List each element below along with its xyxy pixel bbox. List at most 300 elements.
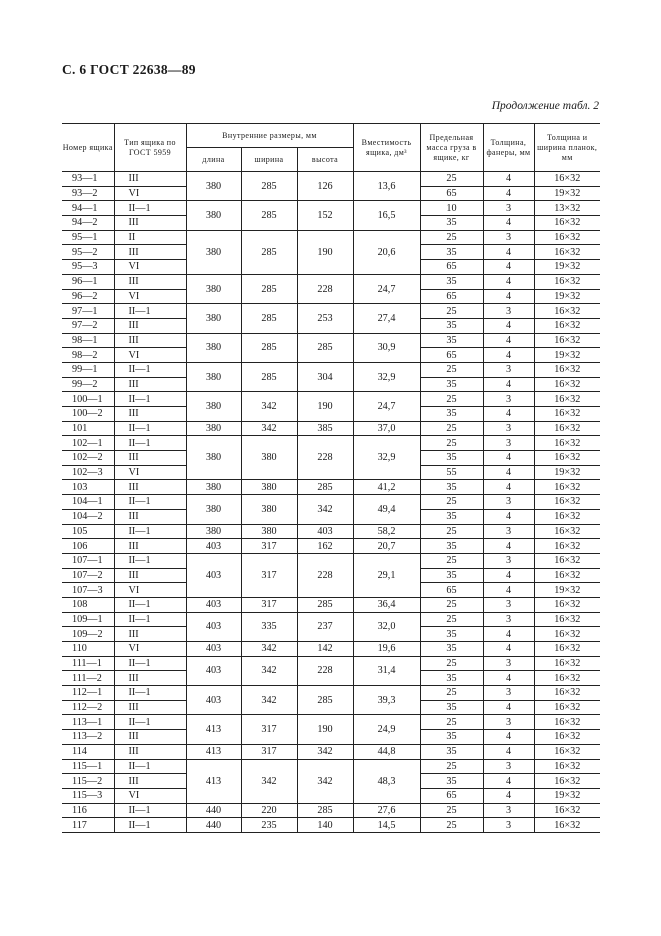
cell-max-mass: 65 <box>420 348 483 363</box>
cell-max-mass: 55 <box>420 465 483 480</box>
cell-plank-size: 16×32 <box>534 656 600 671</box>
cell-height: 342 <box>297 759 353 803</box>
cell-max-mass: 25 <box>420 524 483 539</box>
cell-capacity: 24,7 <box>353 274 420 303</box>
cell-box-type: III <box>114 730 186 745</box>
cell-box-number: 103 <box>62 480 114 495</box>
table-row <box>62 172 600 187</box>
cell-plank-size: 16×32 <box>534 495 600 510</box>
cell-box-number: 96—2 <box>62 289 114 304</box>
cell-width: 342 <box>241 656 297 685</box>
cell-plywood-thickness: 3 <box>483 524 534 539</box>
col-header-number: Номер ящика <box>62 124 114 172</box>
cell-max-mass: 35 <box>420 245 483 260</box>
cell-plank-size: 16×32 <box>534 216 600 231</box>
cell-box-number: 95—3 <box>62 260 114 275</box>
cell-box-number: 99—1 <box>62 362 114 377</box>
cell-capacity: 32,9 <box>353 436 420 480</box>
cell-plank-size: 16×32 <box>534 568 600 583</box>
cell-capacity: 32,0 <box>353 612 420 641</box>
cell-box-number: 109—2 <box>62 627 114 642</box>
cell-box-number: 100—2 <box>62 407 114 422</box>
cell-max-mass: 35 <box>420 730 483 745</box>
cell-box-number: 112—1 <box>62 686 114 701</box>
cell-capacity: 31,4 <box>353 656 420 685</box>
cell-plywood-thickness: 4 <box>483 583 534 598</box>
cell-plank-size: 16×32 <box>534 362 600 377</box>
cell-width: 220 <box>241 803 297 818</box>
cell-plywood-thickness: 3 <box>483 362 534 377</box>
cell-box-number: 105 <box>62 524 114 539</box>
cell-box-type: III <box>114 216 186 231</box>
cell-box-type: II—1 <box>114 686 186 701</box>
cell-box-type: III <box>114 451 186 466</box>
cell-capacity: 16,5 <box>353 201 420 230</box>
cell-capacity: 14,5 <box>353 818 420 833</box>
table-row <box>62 553 600 568</box>
cell-length: 403 <box>186 642 241 657</box>
table-row <box>62 333 600 348</box>
cell-width: 285 <box>241 362 297 391</box>
cell-plank-size: 19×32 <box>534 348 600 363</box>
cell-plywood-thickness: 3 <box>483 715 534 730</box>
cell-box-type: VI <box>114 289 186 304</box>
cell-length: 403 <box>186 686 241 715</box>
cell-capacity: 30,9 <box>353 333 420 362</box>
cell-plywood-thickness: 4 <box>483 700 534 715</box>
cell-plywood-thickness: 3 <box>483 656 534 671</box>
cell-max-mass: 25 <box>420 803 483 818</box>
cell-length: 413 <box>186 744 241 759</box>
cell-plywood-thickness: 4 <box>483 318 534 333</box>
cell-plank-size: 16×32 <box>534 730 600 745</box>
cell-box-number: 97—2 <box>62 318 114 333</box>
cell-box-type: II—1 <box>114 803 186 818</box>
cell-height: 385 <box>297 421 353 436</box>
cell-capacity: 44,8 <box>353 744 420 759</box>
cell-width: 317 <box>241 744 297 759</box>
cell-plank-size: 16×32 <box>534 230 600 245</box>
cell-length: 380 <box>186 495 241 524</box>
cell-plywood-thickness: 4 <box>483 465 534 480</box>
cell-max-mass: 35 <box>420 216 483 231</box>
cell-box-number: 95—2 <box>62 245 114 260</box>
cell-capacity: 48,3 <box>353 759 420 803</box>
cell-height: 162 <box>297 539 353 554</box>
cell-max-mass: 25 <box>420 612 483 627</box>
col-header-width: ширина <box>241 148 297 172</box>
cell-plank-size: 16×32 <box>534 597 600 612</box>
cell-plywood-thickness: 4 <box>483 216 534 231</box>
cell-length: 440 <box>186 818 241 833</box>
cell-box-type: III <box>114 671 186 686</box>
cell-width: 317 <box>241 539 297 554</box>
cell-box-number: 115—2 <box>62 774 114 789</box>
cell-plywood-thickness: 4 <box>483 289 534 304</box>
cell-plywood-thickness: 4 <box>483 568 534 583</box>
col-header-inner-dimensions: Внутренние размеры, мм <box>186 124 353 148</box>
table-row <box>62 362 600 377</box>
cell-width: 317 <box>241 553 297 597</box>
cell-max-mass: 35 <box>420 627 483 642</box>
cell-max-mass: 65 <box>420 260 483 275</box>
cell-height: 228 <box>297 656 353 685</box>
cell-plank-size: 16×32 <box>534 818 600 833</box>
cell-max-mass: 35 <box>420 451 483 466</box>
cell-width: 342 <box>241 642 297 657</box>
cell-plank-size: 16×32 <box>534 803 600 818</box>
cell-box-number: 102—3 <box>62 465 114 480</box>
cell-box-number: 116 <box>62 803 114 818</box>
cell-height: 253 <box>297 304 353 333</box>
cell-plank-size: 16×32 <box>534 759 600 774</box>
cell-box-type: III <box>114 172 186 187</box>
cell-box-type: III <box>114 274 186 289</box>
cell-plank-size: 16×32 <box>534 245 600 260</box>
cell-width: 380 <box>241 436 297 480</box>
cell-box-type: II—1 <box>114 597 186 612</box>
table-row <box>62 539 600 554</box>
cell-height: 190 <box>297 392 353 421</box>
cell-height: 285 <box>297 803 353 818</box>
cell-length: 380 <box>186 480 241 495</box>
cell-box-number: 115—1 <box>62 759 114 774</box>
cell-max-mass: 25 <box>420 597 483 612</box>
cell-max-mass: 25 <box>420 362 483 377</box>
cell-max-mass: 35 <box>420 642 483 657</box>
cell-width: 317 <box>241 715 297 744</box>
cell-box-type: VI <box>114 788 186 803</box>
table-row <box>62 524 600 539</box>
cell-plank-size: 16×32 <box>534 612 600 627</box>
table-row <box>62 201 600 216</box>
cell-max-mass: 65 <box>420 788 483 803</box>
cell-box-type: VI <box>114 465 186 480</box>
cell-box-type: III <box>114 700 186 715</box>
col-header-plank-size: Толщина и ширина планок, мм <box>534 124 600 172</box>
cell-capacity: 32,9 <box>353 362 420 391</box>
cell-height: 228 <box>297 553 353 597</box>
cell-height: 285 <box>297 480 353 495</box>
table-row <box>62 480 600 495</box>
col-header-length: длина <box>186 148 241 172</box>
cell-plank-size: 16×32 <box>534 627 600 642</box>
cell-plywood-thickness: 4 <box>483 186 534 201</box>
cell-box-type: VI <box>114 260 186 275</box>
cell-plank-size: 19×32 <box>534 583 600 598</box>
cell-plank-size: 19×32 <box>534 260 600 275</box>
cell-width: 285 <box>241 333 297 362</box>
cell-plywood-thickness: 4 <box>483 348 534 363</box>
cell-box-number: 111—2 <box>62 671 114 686</box>
cell-length: 403 <box>186 597 241 612</box>
cell-height: 237 <box>297 612 353 641</box>
cell-plank-size: 16×32 <box>534 671 600 686</box>
cell-box-type: III <box>114 407 186 422</box>
col-header-plywood-thickness: Толщина, фанеры, мм <box>483 124 534 172</box>
cell-max-mass: 25 <box>420 495 483 510</box>
table-continuation-label: Продолжение табл. 2 <box>491 100 599 112</box>
cell-capacity: 41,2 <box>353 480 420 495</box>
cell-plywood-thickness: 3 <box>483 392 534 407</box>
cell-plywood-thickness: 3 <box>483 759 534 774</box>
cell-plank-size: 13×32 <box>534 201 600 216</box>
table-row <box>62 495 600 510</box>
cell-max-mass: 25 <box>420 715 483 730</box>
cell-capacity: 19,6 <box>353 642 420 657</box>
cell-max-mass: 25 <box>420 818 483 833</box>
cell-plywood-thickness: 3 <box>483 612 534 627</box>
cell-box-number: 101 <box>62 421 114 436</box>
cell-max-mass: 35 <box>420 407 483 422</box>
cell-plank-size: 16×32 <box>534 172 600 187</box>
cell-plywood-thickness: 3 <box>483 686 534 701</box>
cell-box-number: 113—1 <box>62 715 114 730</box>
table-row <box>62 230 600 245</box>
cell-width: 235 <box>241 818 297 833</box>
cell-plywood-thickness: 4 <box>483 260 534 275</box>
cell-plywood-thickness: 3 <box>483 597 534 612</box>
cell-box-type: VI <box>114 348 186 363</box>
cell-width: 342 <box>241 686 297 715</box>
cell-plywood-thickness: 3 <box>483 201 534 216</box>
cell-length: 380 <box>186 524 241 539</box>
cell-box-number: 107—3 <box>62 583 114 598</box>
cell-plywood-thickness: 3 <box>483 495 534 510</box>
cell-plank-size: 19×32 <box>534 186 600 201</box>
cell-width: 317 <box>241 597 297 612</box>
cell-box-number: 106 <box>62 539 114 554</box>
cell-box-type: II—1 <box>114 304 186 319</box>
cell-max-mass: 65 <box>420 583 483 598</box>
cell-plywood-thickness: 4 <box>483 172 534 187</box>
cell-height: 126 <box>297 172 353 201</box>
box-dimensions-table <box>62 123 600 833</box>
cell-height: 285 <box>297 333 353 362</box>
cell-height: 228 <box>297 436 353 480</box>
cell-length: 380 <box>186 436 241 480</box>
cell-plywood-thickness: 3 <box>483 421 534 436</box>
cell-capacity: 24,7 <box>353 392 420 421</box>
cell-plywood-thickness: 4 <box>483 480 534 495</box>
cell-width: 342 <box>241 392 297 421</box>
cell-box-type: III <box>114 627 186 642</box>
cell-box-type: III <box>114 333 186 348</box>
cell-plank-size: 16×32 <box>534 421 600 436</box>
cell-plank-size: 16×32 <box>534 480 600 495</box>
cell-length: 380 <box>186 274 241 303</box>
cell-capacity: 20,7 <box>353 539 420 554</box>
cell-plywood-thickness: 4 <box>483 377 534 392</box>
cell-plank-size: 16×32 <box>534 392 600 407</box>
cell-box-type: II—1 <box>114 421 186 436</box>
cell-plank-size: 19×32 <box>534 788 600 803</box>
cell-box-type: II—1 <box>114 201 186 216</box>
table-row <box>62 304 600 319</box>
cell-plywood-thickness: 4 <box>483 451 534 466</box>
cell-plank-size: 16×32 <box>534 553 600 568</box>
cell-box-number: 93—1 <box>62 172 114 187</box>
cell-plank-size: 16×32 <box>534 524 600 539</box>
cell-box-type: III <box>114 744 186 759</box>
cell-box-type: III <box>114 318 186 333</box>
cell-capacity: 13,6 <box>353 172 420 201</box>
cell-length: 403 <box>186 612 241 641</box>
cell-max-mass: 35 <box>420 700 483 715</box>
cell-plank-size: 16×32 <box>534 318 600 333</box>
cell-max-mass: 25 <box>420 436 483 451</box>
col-header-capacity: Вместимость ящика, дм³ <box>353 124 420 172</box>
cell-box-type: III <box>114 568 186 583</box>
cell-box-number: 96—1 <box>62 274 114 289</box>
cell-box-type: II—1 <box>114 818 186 833</box>
table-row <box>62 744 600 759</box>
table-row <box>62 803 600 818</box>
cell-plank-size: 16×32 <box>534 642 600 657</box>
cell-box-number: 104—2 <box>62 509 114 524</box>
cell-max-mass: 25 <box>420 304 483 319</box>
cell-plank-size: 19×32 <box>534 289 600 304</box>
cell-length: 440 <box>186 803 241 818</box>
cell-max-mass: 35 <box>420 568 483 583</box>
cell-plank-size: 16×32 <box>534 700 600 715</box>
cell-box-number: 107—1 <box>62 553 114 568</box>
cell-width: 380 <box>241 480 297 495</box>
cell-max-mass: 35 <box>420 377 483 392</box>
cell-plywood-thickness: 3 <box>483 304 534 319</box>
cell-box-number: 108 <box>62 597 114 612</box>
cell-box-number: 94—1 <box>62 201 114 216</box>
table-row <box>62 612 600 627</box>
cell-plywood-thickness: 4 <box>483 788 534 803</box>
cell-box-type: VI <box>114 186 186 201</box>
cell-length: 380 <box>186 230 241 274</box>
cell-box-number: 94—2 <box>62 216 114 231</box>
cell-capacity: 49,4 <box>353 495 420 524</box>
cell-box-number: 102—2 <box>62 451 114 466</box>
cell-box-type: II—1 <box>114 392 186 407</box>
cell-height: 342 <box>297 495 353 524</box>
cell-width: 285 <box>241 274 297 303</box>
cell-length: 380 <box>186 172 241 201</box>
cell-box-number: 98—2 <box>62 348 114 363</box>
cell-box-type: II—1 <box>114 612 186 627</box>
cell-plywood-thickness: 4 <box>483 642 534 657</box>
cell-box-type: II <box>114 230 186 245</box>
cell-max-mass: 35 <box>420 274 483 289</box>
cell-height: 304 <box>297 362 353 391</box>
cell-box-number: 99—2 <box>62 377 114 392</box>
table-row <box>62 642 600 657</box>
cell-box-type: II—1 <box>114 524 186 539</box>
cell-plank-size: 19×32 <box>534 465 600 480</box>
cell-plywood-thickness: 3 <box>483 818 534 833</box>
cell-plank-size: 16×32 <box>534 333 600 348</box>
cell-capacity: 29,1 <box>353 553 420 597</box>
cell-box-type: II—1 <box>114 362 186 377</box>
cell-plywood-thickness: 4 <box>483 245 534 260</box>
cell-width: 335 <box>241 612 297 641</box>
cell-box-number: 117 <box>62 818 114 833</box>
cell-box-number: 98—1 <box>62 333 114 348</box>
cell-plywood-thickness: 4 <box>483 744 534 759</box>
cell-box-type: II—1 <box>114 553 186 568</box>
cell-capacity: 37,0 <box>353 421 420 436</box>
cell-plywood-thickness: 4 <box>483 627 534 642</box>
cell-max-mass: 35 <box>420 539 483 554</box>
cell-box-number: 95—1 <box>62 230 114 245</box>
cell-box-number: 107—2 <box>62 568 114 583</box>
cell-height: 190 <box>297 230 353 274</box>
cell-capacity: 20,6 <box>353 230 420 274</box>
cell-max-mass: 35 <box>420 509 483 524</box>
cell-width: 380 <box>241 524 297 539</box>
cell-plywood-thickness: 4 <box>483 774 534 789</box>
cell-max-mass: 65 <box>420 186 483 201</box>
cell-max-mass: 25 <box>420 759 483 774</box>
table-row <box>62 392 600 407</box>
cell-plank-size: 16×32 <box>534 274 600 289</box>
cell-width: 285 <box>241 230 297 274</box>
cell-capacity: 27,4 <box>353 304 420 333</box>
cell-box-type: III <box>114 509 186 524</box>
cell-capacity: 39,3 <box>353 686 420 715</box>
cell-capacity: 27,6 <box>353 803 420 818</box>
cell-capacity: 58,2 <box>353 524 420 539</box>
cell-length: 380 <box>186 421 241 436</box>
cell-box-number: 113—2 <box>62 730 114 745</box>
cell-box-type: VI <box>114 642 186 657</box>
cell-height: 142 <box>297 642 353 657</box>
cell-box-number: 110 <box>62 642 114 657</box>
cell-plywood-thickness: 4 <box>483 539 534 554</box>
cell-box-number: 97—1 <box>62 304 114 319</box>
cell-length: 413 <box>186 715 241 744</box>
cell-width: 285 <box>241 201 297 230</box>
cell-plywood-thickness: 4 <box>483 509 534 524</box>
cell-height: 152 <box>297 201 353 230</box>
cell-width: 285 <box>241 172 297 201</box>
cell-plywood-thickness: 4 <box>483 730 534 745</box>
cell-max-mass: 25 <box>420 392 483 407</box>
cell-box-number: 114 <box>62 744 114 759</box>
cell-plywood-thickness: 4 <box>483 333 534 348</box>
cell-plywood-thickness: 4 <box>483 274 534 289</box>
cell-max-mass: 35 <box>420 744 483 759</box>
table-row <box>62 686 600 701</box>
cell-box-type: II—1 <box>114 436 186 451</box>
cell-plywood-thickness: 3 <box>483 230 534 245</box>
cell-box-type: III <box>114 480 186 495</box>
cell-box-number: 111—1 <box>62 656 114 671</box>
table-row <box>62 818 600 833</box>
cell-max-mass: 25 <box>420 230 483 245</box>
cell-length: 413 <box>186 759 241 803</box>
cell-height: 285 <box>297 686 353 715</box>
cell-width: 342 <box>241 759 297 803</box>
cell-box-number: 112—2 <box>62 700 114 715</box>
cell-length: 380 <box>186 362 241 391</box>
cell-box-type: II—1 <box>114 495 186 510</box>
cell-plank-size: 16×32 <box>534 451 600 466</box>
cell-plank-size: 16×32 <box>534 436 600 451</box>
cell-box-number: 100—1 <box>62 392 114 407</box>
cell-plank-size: 16×32 <box>534 304 600 319</box>
cell-max-mass: 25 <box>420 656 483 671</box>
cell-box-number: 109—1 <box>62 612 114 627</box>
cell-max-mass: 35 <box>420 318 483 333</box>
cell-box-type: III <box>114 774 186 789</box>
